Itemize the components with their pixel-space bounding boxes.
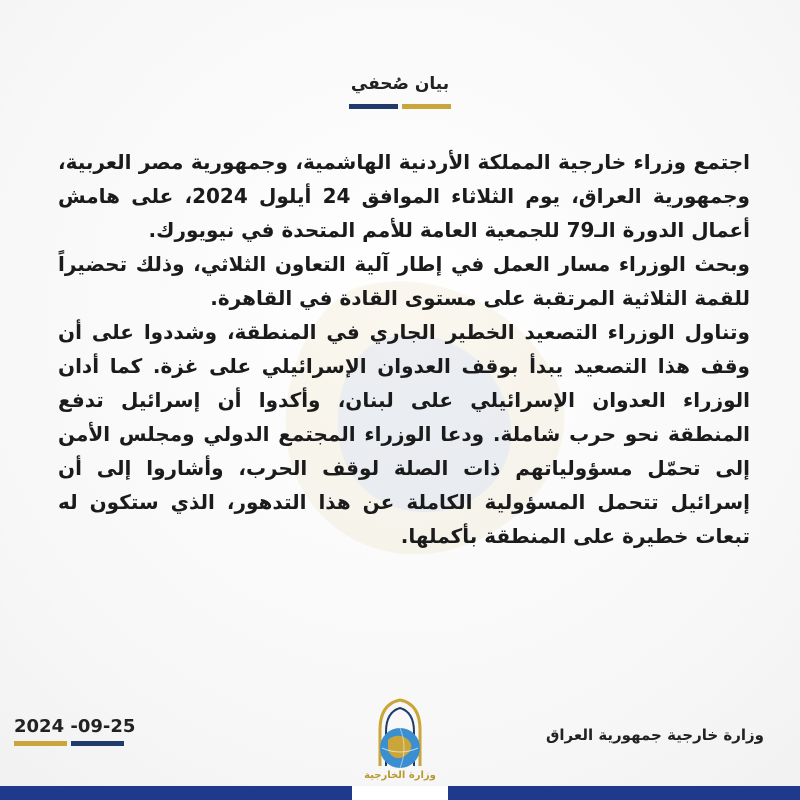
bottom-bar-logo-gap xyxy=(352,786,448,800)
underline-gold-segment xyxy=(402,104,451,109)
title-underline xyxy=(349,104,451,109)
date-underline xyxy=(14,741,124,746)
page-title: بيان صُحفي xyxy=(350,74,450,94)
paragraph-escalation: وتناول الوزراء التصعيد الخطير الجاري في المنطقة، وشددوا على أن وقف هذا التصعيد يبدأ بوقف العدوان الإسرائيلي على غزة. كما أدان الوزراء العدوان الإسرائيلي على لبنان، وأكدوا أن إسرائيل تدفع المنطقة نحو حرب شاملة. ودعا الوزراء المجتمع الدولي ومجلس الأمن إلى تحمّل مسؤولياتهم ذات الصلة لوقف الحرب، وأشاروا إلى أن إسرائيل تتحمل المسؤولية الكاملة عن هذا التدهور، الذي ستكون له تبعات خطيرة على المنطقة بأكملها. xyxy=(58,320,750,548)
paragraph-cooperation: وبحث الوزراء مسار العمل في إطار آلية التعاون الثلاثي، وذلك تحضيراً للقمة الثلاثية المرتقبة على مستوى القادة في القاهرة. xyxy=(58,252,750,310)
logo-caption: وزارة الخارجية xyxy=(364,770,436,781)
date-underline-blue-segment xyxy=(71,741,124,746)
release-date: 2024 -09-25 xyxy=(14,716,136,737)
ministry-logo-icon xyxy=(360,696,440,800)
underline-blue-segment xyxy=(349,104,398,109)
date-underline-gold-segment xyxy=(14,741,67,746)
press-release-body xyxy=(58,145,750,553)
ministry-name: وزارة خارجية جمهورية العراق xyxy=(545,726,764,744)
paragraph-meeting: اجتمع وزراء خارجية المملكة الأردنية الهاشمية، وجمهورية مصر العربية، وجمهورية العراق، يوم الثلاثاء الموافق 24 أيلول 2024، على هامش أعمال الدورة الـ79 للجمعية العامة للأمم المتحدة في نيويورك. xyxy=(58,150,750,242)
